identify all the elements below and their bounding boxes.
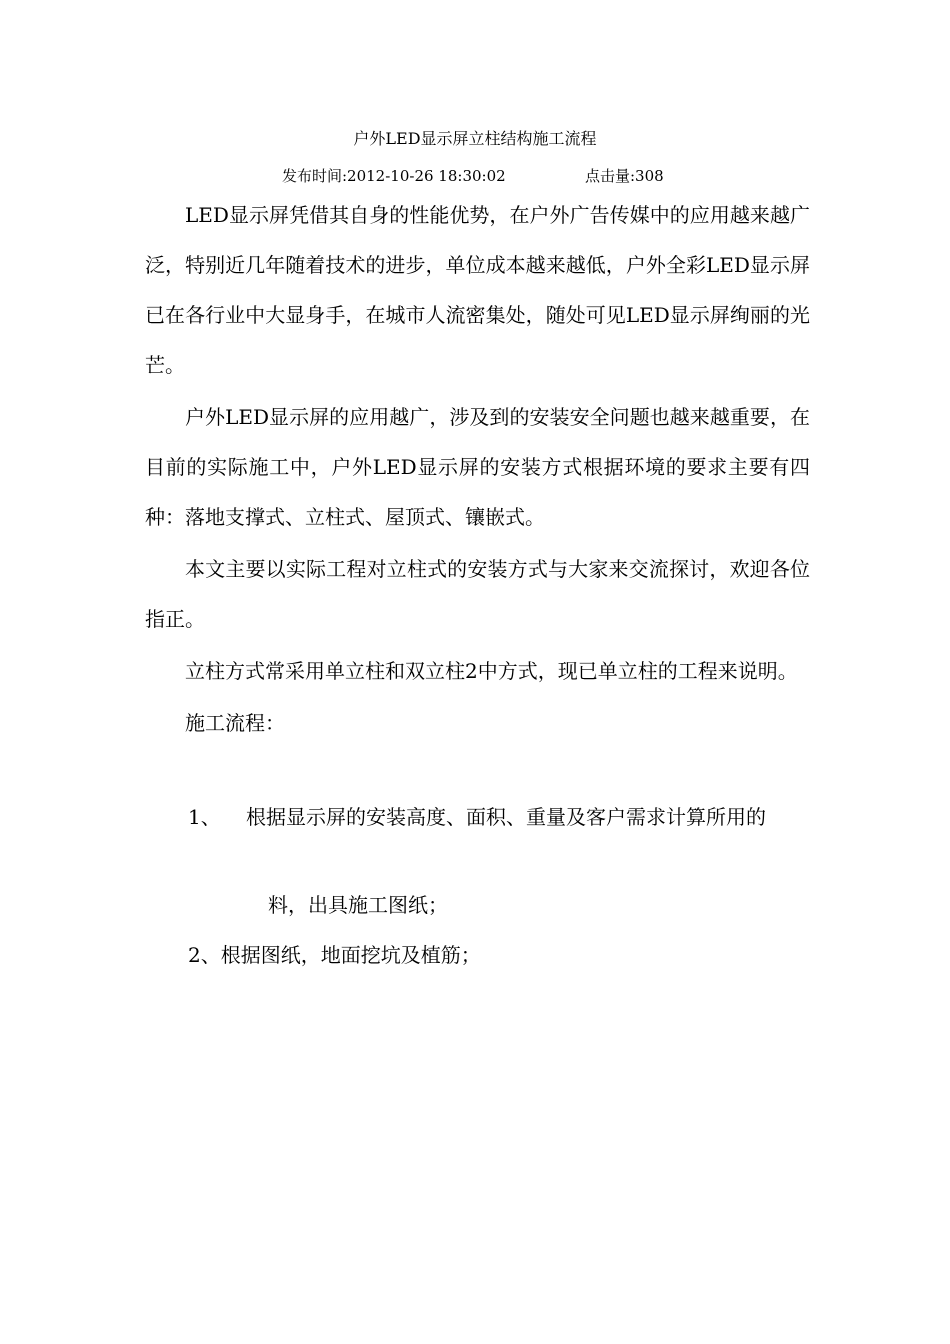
click-count: 点击量:308 (585, 167, 664, 185)
paragraph-column-types: 立柱方式常采用单立柱和双立柱2中方式，现已单立柱的工程来说明。 (185, 659, 798, 683)
step-1-continuation: 料，出具施工图纸； (268, 893, 448, 917)
document-body (145, 190, 810, 748)
step-1-number: 1、 (188, 805, 221, 829)
paragraph-installation-methods: 户外LED显示屏的应用越广，涉及到的安装安全问题也越来越重要，在目前的实际施工中，户外LED显示屏的安装方式根据环境的要求主要有四种：落地支撑式、立柱式、屋顶式、镶嵌式。 (145, 405, 810, 529)
paragraph-intro: LED显示屏凭借其自身的性能优势，在户外广告传媒中的应用越来越广泛，特别近几年随着技术的进步，单位成本越来越低，户外全彩LED显示屏已在各行业中大显身手，在城市人流密集处，随处可见LED显示屏绚丽的光芒。 (145, 203, 810, 377)
step-1-text: 根据显示屏的安装高度、面积、重量及客户需求计算所用的 (246, 805, 766, 829)
flow-heading: 施工流程： (185, 711, 285, 735)
document-title: 户外LED显示屏立柱结构施工流程 (353, 129, 597, 148)
publish-time: 发布时间:2012-10-26 18:30:02 (282, 167, 506, 185)
paragraph-purpose: 本文主要以实际工程对立柱式的安装方式与大家来交流探讨，欢迎各位指正。 (145, 557, 810, 631)
step-2-text: 2、根据图纸，地面挖坑及植筋； (188, 943, 481, 967)
